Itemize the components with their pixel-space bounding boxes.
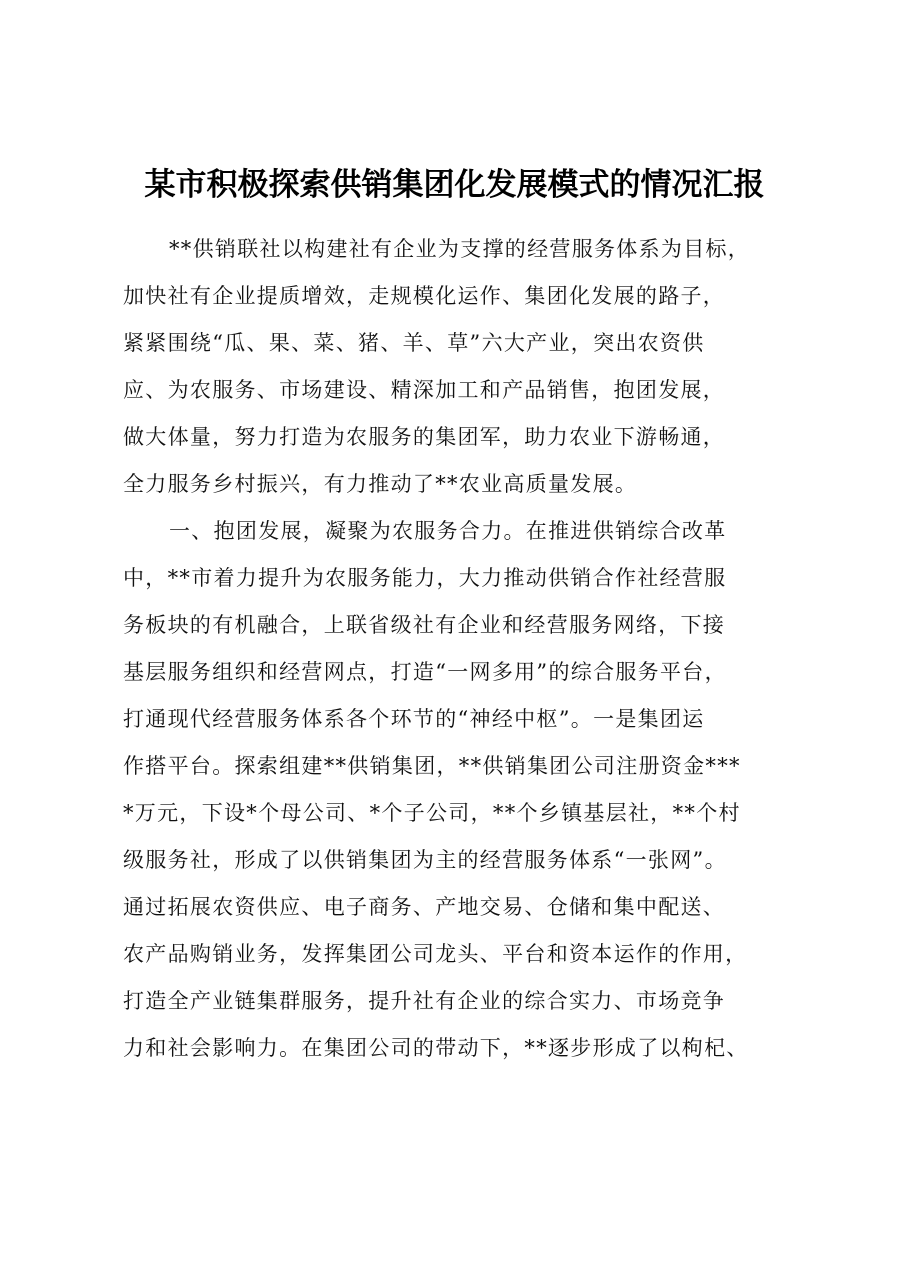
paragraph-2-line-1: 一、抱团发展，凝聚为农服务合力。在推进供销综合改革 xyxy=(169,519,727,543)
paragraph-1-line-1: **供销联社以构建社有企业为支撑的经营服务体系为目标， xyxy=(169,237,751,261)
document-body xyxy=(123,226,823,1072)
paragraph-2-line-6: 作搭平台。探索组建**供销集团，**供销集团公司注册资金*** xyxy=(123,754,741,778)
paragraph-2-line-11: 打造全产业链集群服务，提升社有企业的综合实力、市场竞争 xyxy=(123,989,726,1013)
paragraph-2-line-12: 力和社会影响力。在集团公司的带动下，**逐步形成了以枸杞、 xyxy=(123,1036,749,1060)
paragraph-1-line-5: 做大体量，努力打造为农服务的集团军，助力农业下游畅通， xyxy=(123,425,726,449)
paragraph-1-line-6: 全力服务乡村振兴，有力推动了**农业高质量发展。 xyxy=(123,472,638,496)
paragraph-2-line-8: 级服务社，形成了以供销集团为主的经营服务体系“一张网”。 xyxy=(123,848,727,872)
paragraph-2-line-7: *万元，下设*个母公司、*个子公司，**个乡镇基层社，**个村 xyxy=(123,801,741,825)
paragraph-2-line-10: 农产品购销业务，发挥集团公司龙头、平台和资本运作的作用， xyxy=(123,942,748,966)
paragraph-2-line-5: 打通现代经营服务体系各个环节的“神经中枢”。一是集团运 xyxy=(123,707,705,731)
paragraph-2-line-4: 基层服务组织和经营网点，打造“一网多用”的综合服务平台， xyxy=(123,660,727,684)
paragraph-1-line-3: 紧紧围绕“瓜、果、菜、猪、羊、草”六大产业，突出农资供 xyxy=(123,331,705,355)
paragraph-2-line-2: 中，**市着力提升为农服务能力，大力推动供销合作社经营服 xyxy=(123,566,727,590)
document-title: 某市积极探索供销集团化发展模式的情况汇报 xyxy=(144,167,765,203)
paragraph-2-line-3: 务板块的有机融合，上联省级社有企业和经营服务网络，下接 xyxy=(123,613,726,637)
paragraph-1-line-4: 应、为农服务、市场建设、精深加工和产品销售，抱团发展， xyxy=(123,378,726,402)
paragraph-2-line-9: 通过拓展农资供应、电子商务、产地交易、仓储和集中配送、 xyxy=(123,895,726,919)
paragraph-1-line-2: 加快社有企业提质增效，走规模化运作、集团化发展的路子， xyxy=(123,284,726,308)
